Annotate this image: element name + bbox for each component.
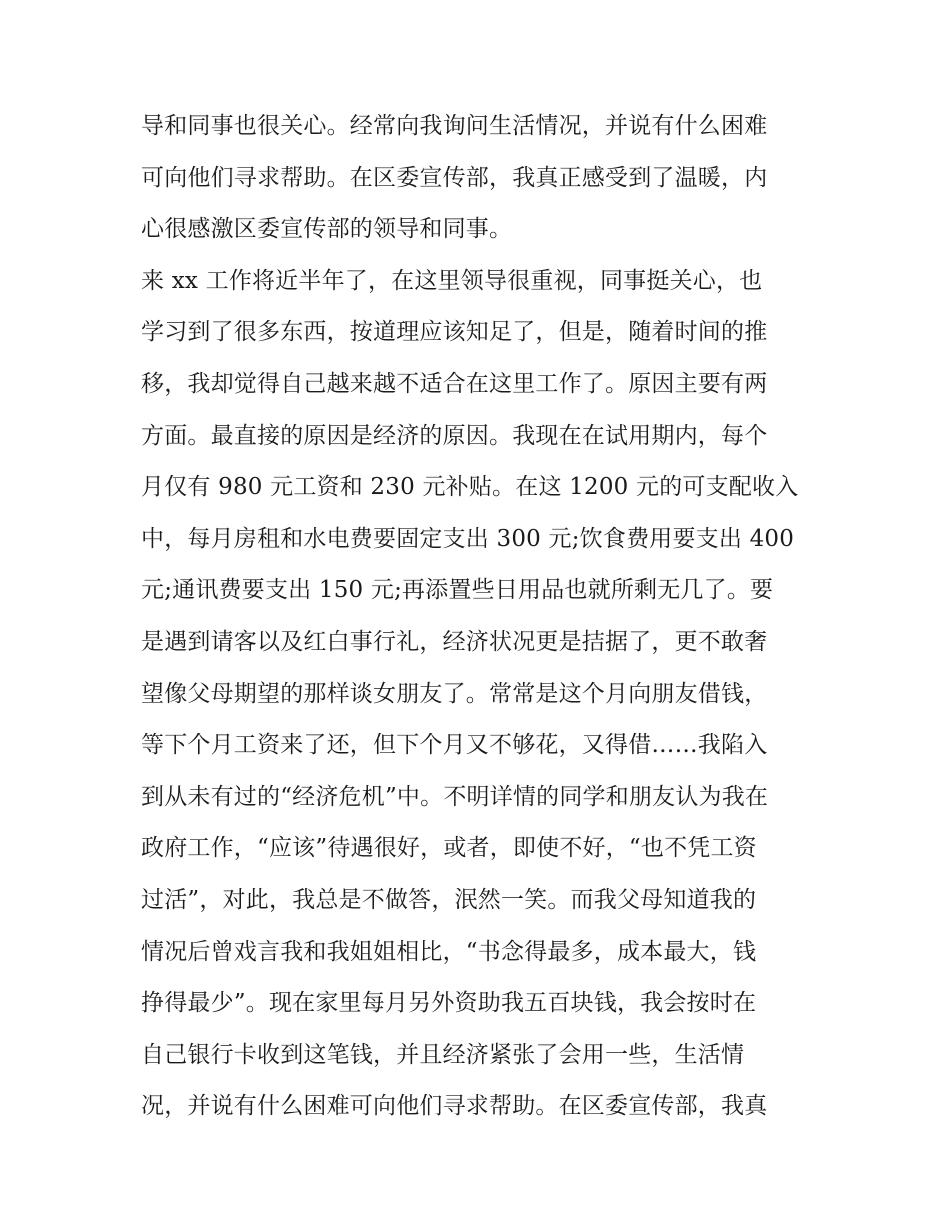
- text-line-14: 到从未有过的“经济危机”中。不明详情的同学和朋友认为我在: [141, 783, 769, 810]
- text-line-2: 可向他们寻求帮助。在区委宣传部，我真正感受到了温暖，内: [141, 164, 768, 191]
- text-line-3: 心很感激区委宣传部的领导和同事。: [141, 216, 513, 243]
- text-line-6: 移，我却觉得自己越来越不适合在这里工作了。原因主要有两: [141, 370, 768, 397]
- text-line-11: 是遇到请客以及红白事行礼，经济状况更是拮据了，更不敢奢: [141, 628, 768, 655]
- text-line-5: 学习到了很多东西，按道理应该知足了，但是，随着时间的推: [141, 319, 768, 346]
- text-line-18: 挣得最少”。现在家里每月另外资助我五百块钱，我会按时在: [141, 990, 757, 1017]
- text-line-10: 元;通讯费要支出 150 元;再添置些日用品也就所剩无几了。要: [141, 577, 774, 604]
- text-line-15: 政府工作，“应该”待遇很好，或者，即使不好，“也不凭工资: [141, 835, 757, 862]
- text-line-1: 导和同事也很关心。经常向我询问生活情况，并说有什么困难: [141, 113, 768, 139]
- text-line-9: 中，每月房租和水电费要固定支出 300 元;饮食费用要支出 400: [141, 525, 795, 552]
- text-line-17: 情况后曾戏言我和我姐姐相比，“书念得最多，成本最大，钱: [141, 938, 757, 965]
- text-line-7: 方面。最直接的原因是经济的原因。我现在在试用期内，每个: [141, 422, 768, 449]
- text-line-19: 自己银行卡收到这笔钱，并且经济紧张了会用一些，生活情: [141, 1041, 745, 1068]
- text-line-12: 望像父母期望的那样谈女朋友了。常常是这个月向朋友借钱，: [141, 680, 768, 707]
- text-line-16: 过活”，对此，我总是不做答，泯然一笑。而我父母知道我的: [141, 886, 757, 913]
- body-text: [141, 101, 816, 1133]
- text-line-20: 况，并说有什么困难可向他们寻求帮助。在区委宣传部，我真: [141, 1093, 768, 1120]
- text-line-8: 月仅有 980 元工资和 230 元补贴。在这 1200 元的可支配收入: [141, 474, 799, 501]
- text-line-4: 来 xx 工作将近半年了，在这里领导很重视，同事挺关心，也: [141, 267, 763, 294]
- text-line-13: 等下个月工资来了还，但下个月又不够花，又得借……我陷入: [141, 732, 768, 759]
